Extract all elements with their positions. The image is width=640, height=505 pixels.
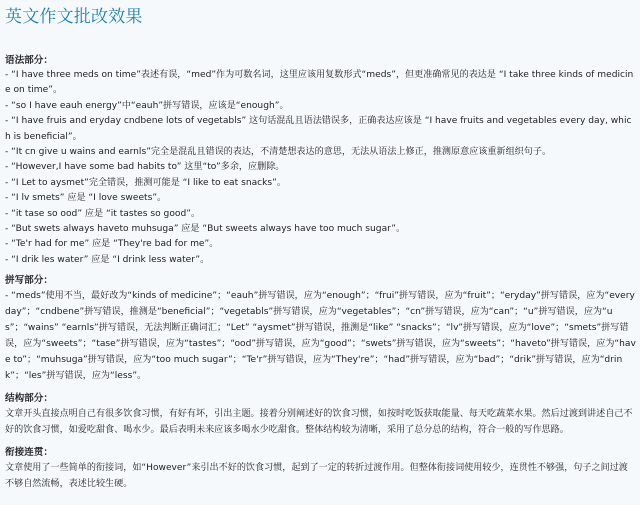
list-item: - “But swets always haveto muhsuga” 应是 “But sweets always have too much sugar”。 <box>5 224 406 235</box>
structure-section <box>5 392 636 438</box>
spelling-text: - “meds”使用不当，最好改为“kinds of medicine”；“eauh”拼写错误，应为“enough”；“frui”拼写错误，应为“fruit”；“eryday”拼写错误，应为“every day”；“cndbene”拼写错误，推测是“beneficial”；“vegetabls”拼写错误，应为“vegetables”；“cn”拼写错误，应为“can”；“u”拼写错误，应为“us”；“wains” “earnls”拼写错误，无法判断正确词汇；“Let” “aysmet”拼写错误，推测是“like” “snacks”；“lv”拼写错误，应为“love”；“smets”拼写错误，应为“sweets”；“tase”拼写错误，应为“tastes”；“ood”拼写错误，应为“good”；“swets”拼写错误，应为“sweets”；“haveto”拼写错误，应为“have to”；“muhsuga”拼写错误，应为“too much sugar”；“Te'r”拼写错误，应为“They're”；“had”拼写错误，应为“bad”；“drik”拼写错误，应为“drink”；“les”拼写错误，应为“less”。 <box>5 291 636 382</box>
grammar-section <box>5 54 636 268</box>
list-item: - “I Let to aysmet”完全错误，推测可能是 “I like to eat snacks”。 <box>5 177 286 188</box>
list-item: - “I lv smets” 应是 “I love sweets”。 <box>5 193 167 204</box>
structure-heading: 结构部分： <box>5 393 53 405</box>
cohesion-heading: 衔接连贯： <box>5 447 53 459</box>
list-item: - “Te'r had for me” 应是 “They're bad for me”。 <box>5 239 219 250</box>
grammar-heading: 语法部分： <box>5 55 53 66</box>
cohesion-section <box>5 446 636 492</box>
cohesion-text: 文章使用了一些简单的衔接词，如“However”来引出不好的饮食习惯，起到了一定的转折过渡作用。但整体衔接词使用较少，连贯性不够强，句子之间过渡不够自然流畅，表述比较生硬。 <box>5 463 628 490</box>
list-item: - “However,I have some bad habits to” 这里“to”多余，应删除。 <box>5 162 285 173</box>
list-item: - “so I have eauh energy”中“eauh”拼写错误，应该是“enough”。 <box>5 100 289 111</box>
structure-text: 文章开头直接点明自己有很多饮食习惯，有好有坏，引出主题。接着分别阐述好的饮食习惯，如按时吃饭获取能量、每天吃蔬菜水果。然后过渡到讲述自己不好的饮食习惯，如爱吃甜食、喝水少。最后表明未来应该多喝水少吃甜食。整体结构较为清晰，采用了总分总的结构，符合一般的写作思路。 <box>5 409 633 436</box>
list-item: - “it tase so ood” 应是 “it tastes so good”。 <box>5 208 201 219</box>
page-title: 英文作文批改效果 <box>5 7 143 27</box>
spelling-heading: 拼写部分： <box>5 275 53 287</box>
spelling-section <box>5 274 636 384</box>
grammar-list <box>5 68 636 268</box>
list-item: - “I drik les water” 应是 “I drink less water”。 <box>5 254 210 265</box>
list-item: - “I have fruis and eryday cndbene lots of vegetabls” 这句话混乱且语法错误多，正确表达应该是 “I have fruits and vegetables every day, which is beneficial”。 <box>5 116 632 142</box>
list-item: - “It cn give u wains and earnls”完全是混乱且错误的表达，不清楚想表达的意思，无法从语法上修正，推测原意应该重新组织句子。 <box>5 147 552 158</box>
list-item: - “I have three meds on time”表述有误，“med”作为可数名词，这里应该用复数形式“meds”，但更准确常见的表达是 “I take three kinds of medicine on time”。 <box>5 70 634 96</box>
